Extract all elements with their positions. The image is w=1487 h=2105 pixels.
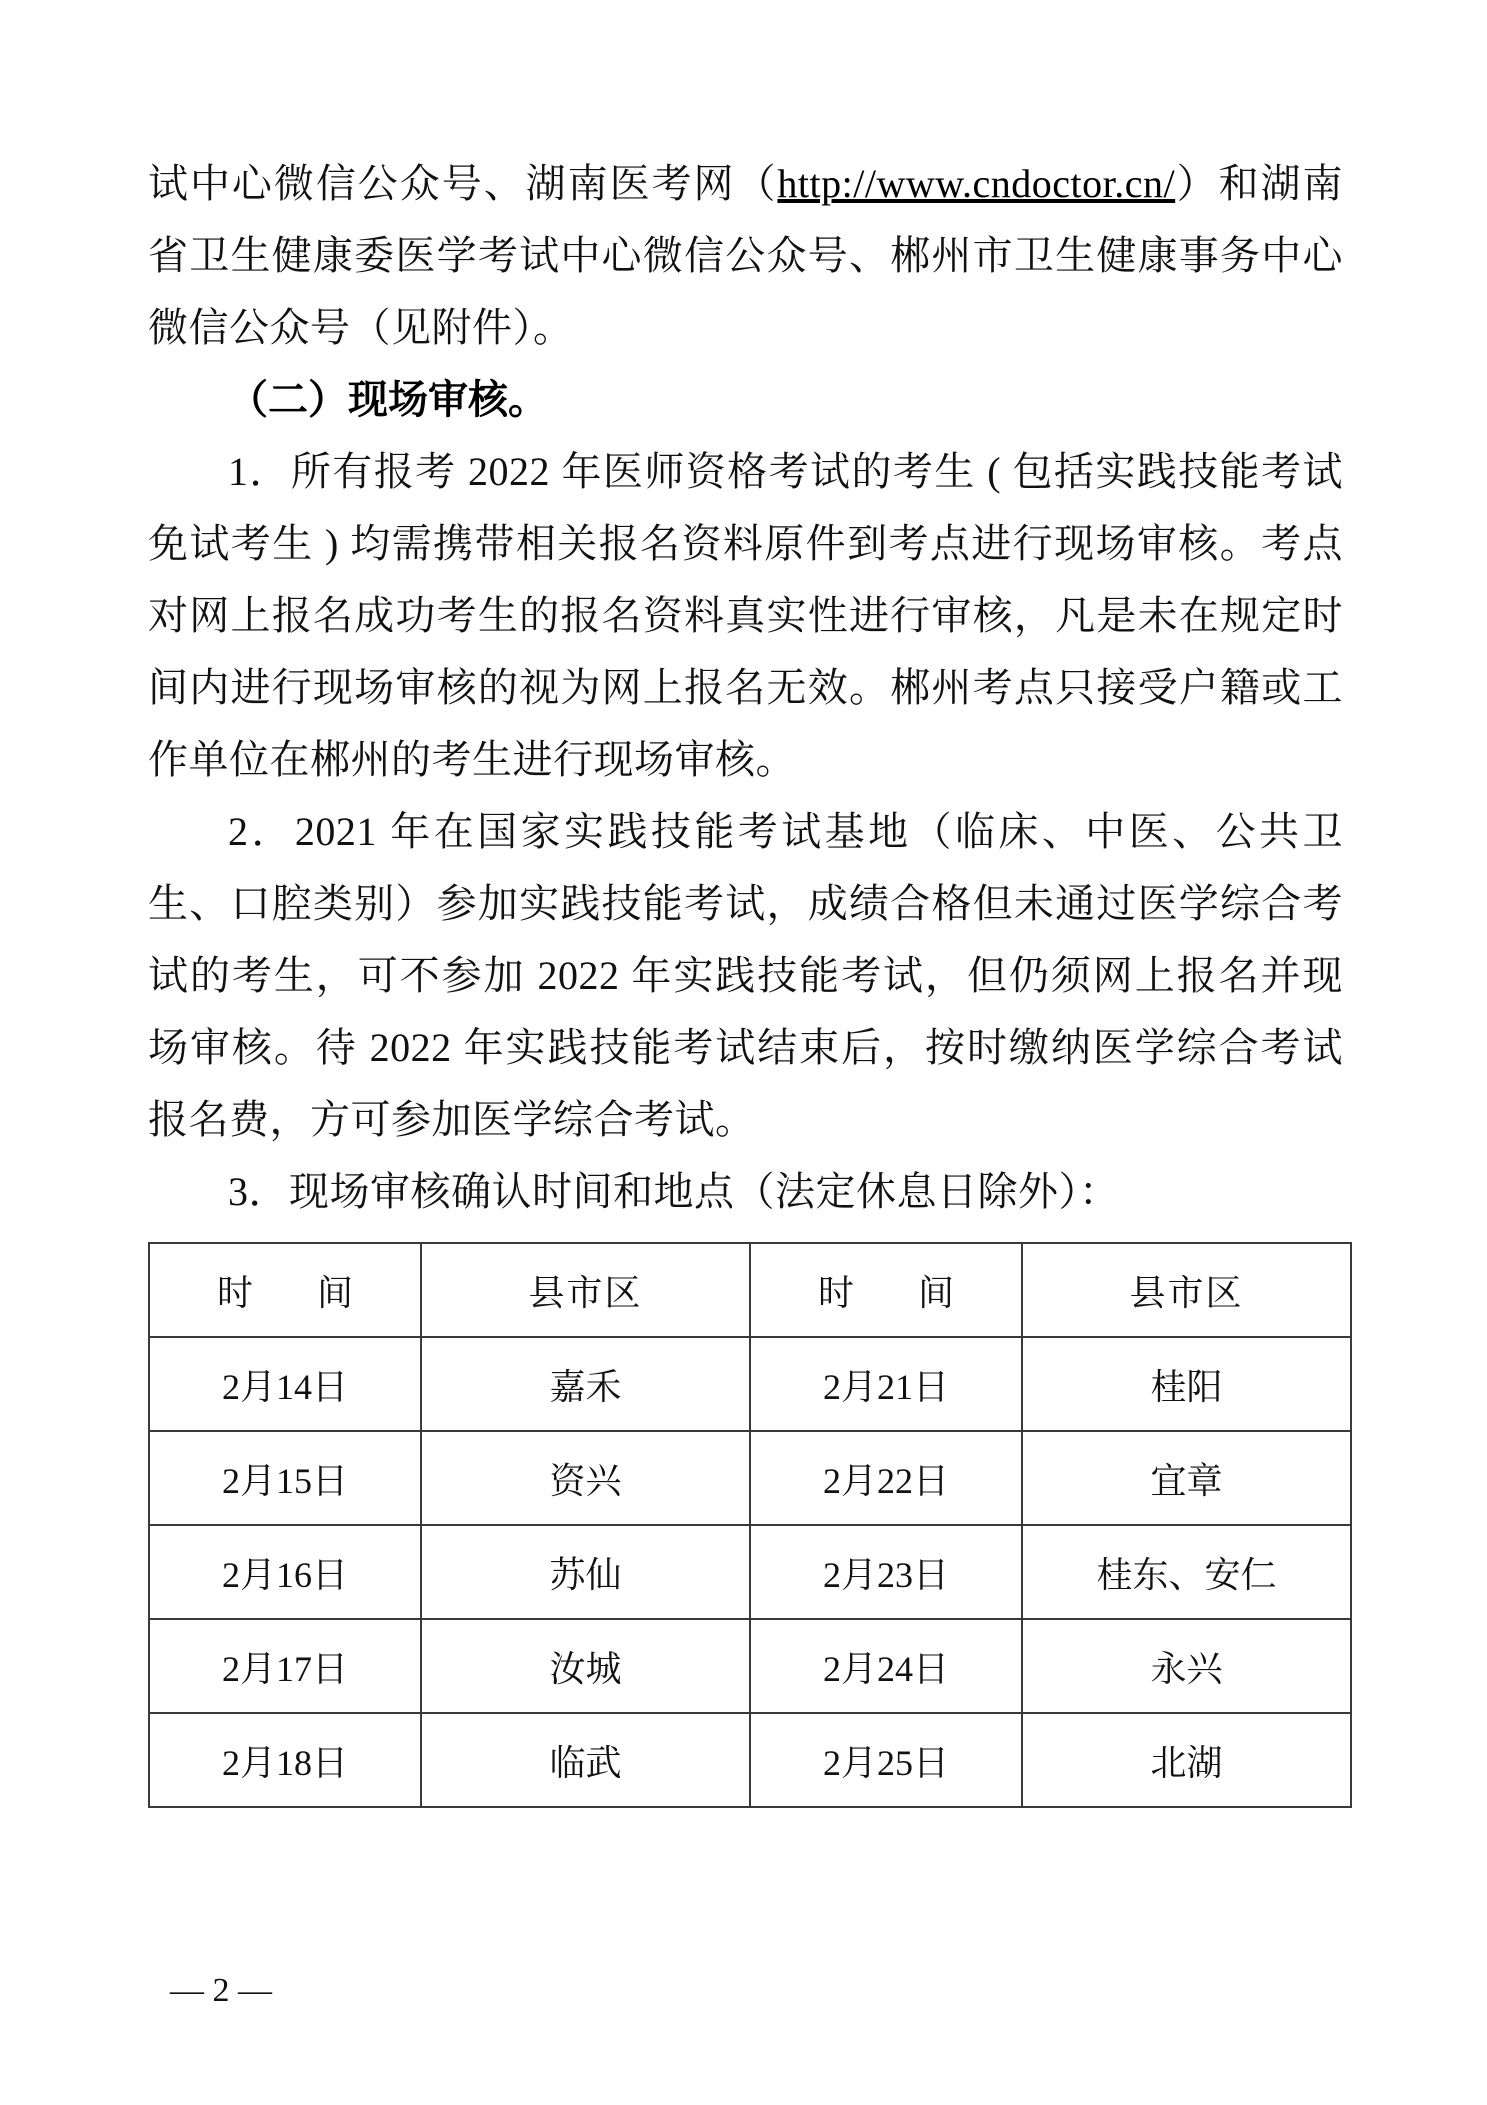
table-row [149,1337,1351,1431]
column-header-time-1 [149,1243,421,1337]
table-row [149,1525,1351,1619]
cell-time-1: 2月16日 [149,1525,421,1619]
cell-area-2: 北湖 [1022,1713,1351,1807]
paragraph-continued-prefix: 试中心微信公众号、湖南医考网（ [148,161,778,206]
cell-time-2: 2月22日 [750,1431,1022,1525]
cell-area-2: 宜章 [1022,1431,1351,1525]
cell-area-2: 永兴 [1022,1619,1351,1713]
list-item-2: 2．2021 年在国家实践技能考试基地（临床、中医、公共卫生、口腔类别）参加实践技能考试，成绩合格但未通过医学综合考试的考生，可不参加 2022 年实践技能考试，但仍须网上报名并现场审核。待 2022 年实践技能考试结束后，按时缴纳医学综合考试报名费，方可参加医学综合考试。 [148,809,1343,1142]
cell-area-1: 资兴 [421,1431,750,1525]
paragraph-continued-rest: 湖南省卫生健康委医学考试中心微信公众号、郴州市卫生健康事务中心微信公众号（见附件）。 [148,161,1344,350]
table-header-row [149,1243,1351,1337]
cell-time-1: 2月15日 [149,1431,421,1525]
schedule-table-wrapper [148,1242,1343,1808]
page-number: — 2 — [170,1972,272,2009]
table-row [149,1713,1351,1807]
cell-time-1: 2月14日 [149,1337,421,1431]
paragraph-continued-suffix: ）和 [1175,161,1261,206]
page-footer [148,1972,1343,2010]
cell-area-1: 嘉禾 [421,1337,750,1431]
table-row [149,1431,1351,1525]
column-header-area-1-label: 县市区 [528,1272,643,1313]
table-body [149,1337,1351,1807]
table-row [149,1619,1351,1713]
cell-time-1: 2月17日 [149,1619,421,1713]
cell-time-2: 2月25日 [750,1713,1022,1807]
cell-area-1: 苏仙 [421,1525,750,1619]
cell-time-2: 2月24日 [750,1619,1022,1713]
paragraph-continued [148,148,1343,364]
cndoctor-website-link[interactable]: http://www.cndoctor.cn/ [777,161,1176,206]
cell-area-1: 汝城 [421,1619,750,1713]
cell-area-2: 桂东、安仁 [1022,1525,1351,1619]
column-header-time-2 [750,1243,1022,1337]
column-header-time-1-label: 时 间 [216,1272,367,1313]
table-header [149,1243,1351,1337]
cell-area-2: 桂阳 [1022,1337,1351,1431]
cell-time-1: 2月18日 [149,1713,421,1807]
section-heading-onsite-review: （二）现场审核。 [228,377,548,422]
list-item-3: 3．现场审核确认时间和地点（法定休息日除外）： [228,1169,1120,1214]
column-header-area-2 [1022,1243,1351,1337]
cell-time-2: 2月21日 [750,1337,1022,1431]
column-header-area-2-label: 县市区 [1129,1272,1244,1313]
onsite-review-schedule-table [148,1242,1352,1808]
page-content [148,148,1343,1808]
column-header-time-2-label: 时 间 [817,1272,968,1313]
cell-area-1: 临武 [421,1713,750,1807]
list-item-1: 1．所有报考 2022 年医师资格考试的考生 ( 包括实践技能考试免试考生 ) 均需携带相关报名资料原件到考点进行现场审核。考点对网上报名成功考生的报名资料真实性进行审核，凡是未在规定时间内进行现场审核的视为网上报名无效。郴州考点只接受户籍或工作单位在郴州的考生进行现场审核。 [148,449,1343,782]
column-header-area-1 [421,1243,750,1337]
cell-time-2: 2月23日 [750,1525,1022,1619]
